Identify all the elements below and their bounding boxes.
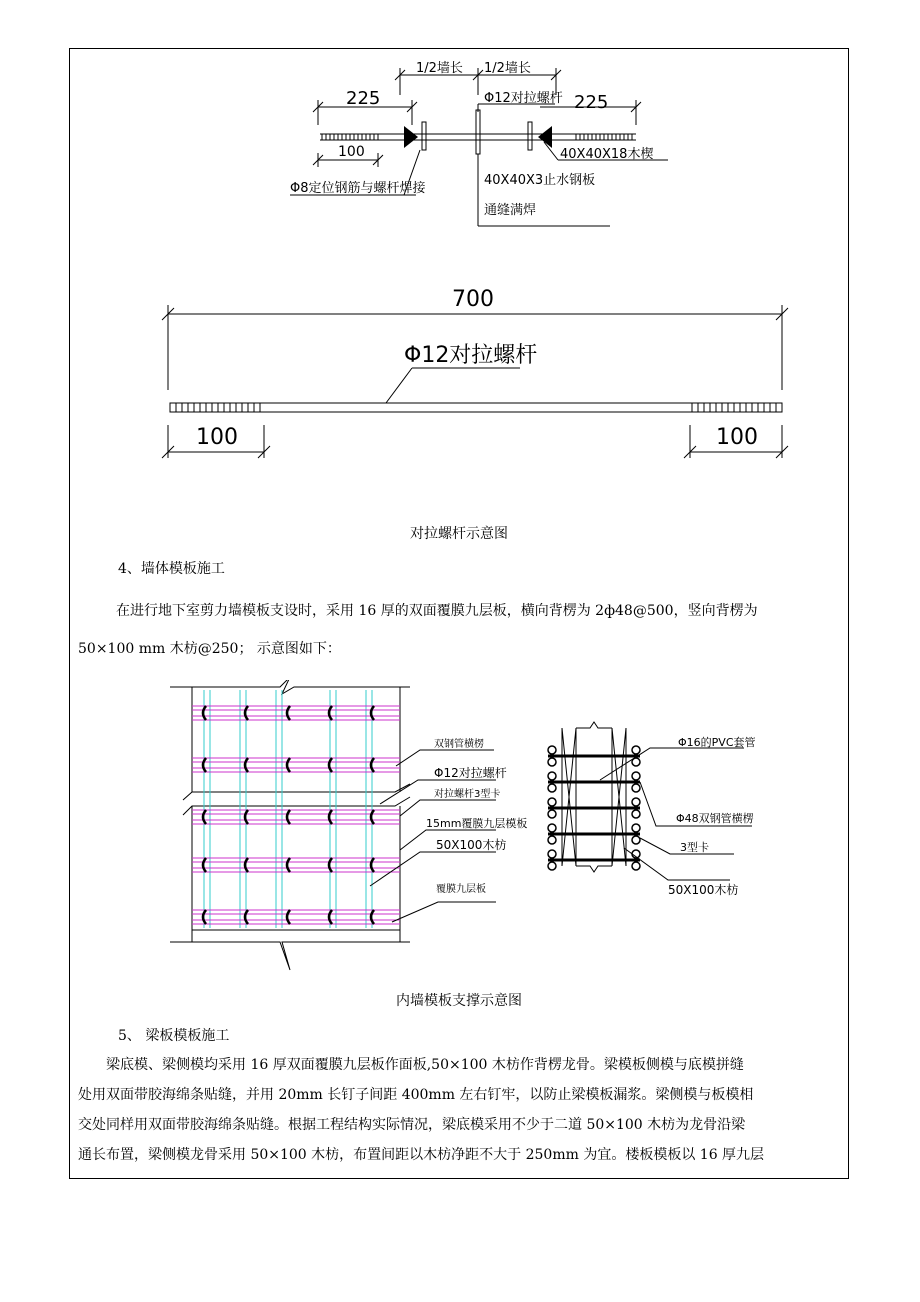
- caption-wall: 内墙模板支撑示意图: [396, 993, 522, 1009]
- label-timber-right: 50X100木枋: [668, 883, 739, 897]
- bolt-label: Φ12对拉螺杆: [484, 91, 563, 106]
- label-timber-left: 50X100木枋: [436, 838, 507, 852]
- dim-225-right: 225: [574, 92, 609, 113]
- wood-wedge-left: [404, 126, 418, 148]
- section-5-line-2: 处用双面带胶海绵条贴缝，并用 20mm 长钉子间距 400mm 左右钉牢，以防止梁模板漏浆。梁侧模与板模相: [78, 1087, 754, 1103]
- wood-wedge-right: [538, 126, 552, 148]
- bolt-detail-drawing: [0, 50, 920, 290]
- label-clamp-3: 3型卡: [680, 841, 709, 854]
- half-wall-right-label: 1/2墙长: [484, 61, 531, 76]
- wall-formwork-drawing: [0, 680, 920, 980]
- section-4-heading: 4、墙体模板施工: [118, 561, 225, 577]
- section-4-line-2: 50×100 mm 木枋@250； 示意图如下：: [78, 641, 341, 657]
- label-double-pipe: 双钢管横楞: [434, 739, 484, 750]
- label-tie-bolt: Φ12对拉螺杆: [434, 766, 507, 780]
- label-plywood: 覆膜九层板: [436, 884, 486, 895]
- caption-bolt: 对拉螺杆示意图: [410, 526, 508, 542]
- wood-wedge-label: 40X40X18木楔: [560, 147, 654, 162]
- total-length-label: 700: [452, 287, 494, 312]
- positioning-bar-label: Φ8定位钢筋与螺杆焊接: [290, 181, 426, 196]
- left-thread-label: 100: [196, 425, 238, 450]
- label-pvc-sleeve: Φ16的PVC套管: [678, 736, 756, 749]
- section-5-line-3: 交处同样用双面带胶海绵条贴缝。根据工程结构实际情况，梁底模采用不少于二道 50×100 木枋为龙骨沿梁: [78, 1117, 746, 1133]
- right-thread-label: 100: [716, 425, 758, 450]
- water-stop-plate-label: 40X40X3止水钢板: [484, 173, 596, 188]
- bolt-length-drawing: [0, 280, 920, 470]
- section-4-line-1: 在进行地下室剪力墙模板支设时，采用 16 厚的双面覆膜九层板，横向背楞为 2ф48@500，竖向背楞为: [116, 603, 758, 619]
- label-bolt-clamp: 对拉螺杆3型卡: [434, 789, 501, 800]
- dim-225-left: 225: [346, 88, 381, 109]
- section-5-heading: 5、 梁板模板施工: [118, 1028, 230, 1044]
- weld-note-label: 通缝满焊: [484, 203, 537, 218]
- label-pipe-48: Φ48双钢管横楞: [676, 812, 754, 825]
- section-5-line-4: 通长布置，梁侧模龙骨采用 50×100 木枋，布置间距以木枋净距不大于 250mm 为宜。楼板模板以 16 厚九层: [78, 1147, 765, 1163]
- section-5-line-1: 梁底模、梁侧模均采用 16 厚双面覆膜九层板作面板,50×100 木枋作背楞龙骨。梁模板侧模与底模拼缝: [106, 1057, 744, 1073]
- bolt-length-label: Φ12对拉螺杆: [404, 343, 538, 368]
- half-wall-left-label: 1/2墙长: [416, 61, 463, 76]
- label-plywood-15: 15mm覆膜九层模板: [426, 817, 528, 830]
- dim-100-small: 100: [338, 144, 365, 160]
